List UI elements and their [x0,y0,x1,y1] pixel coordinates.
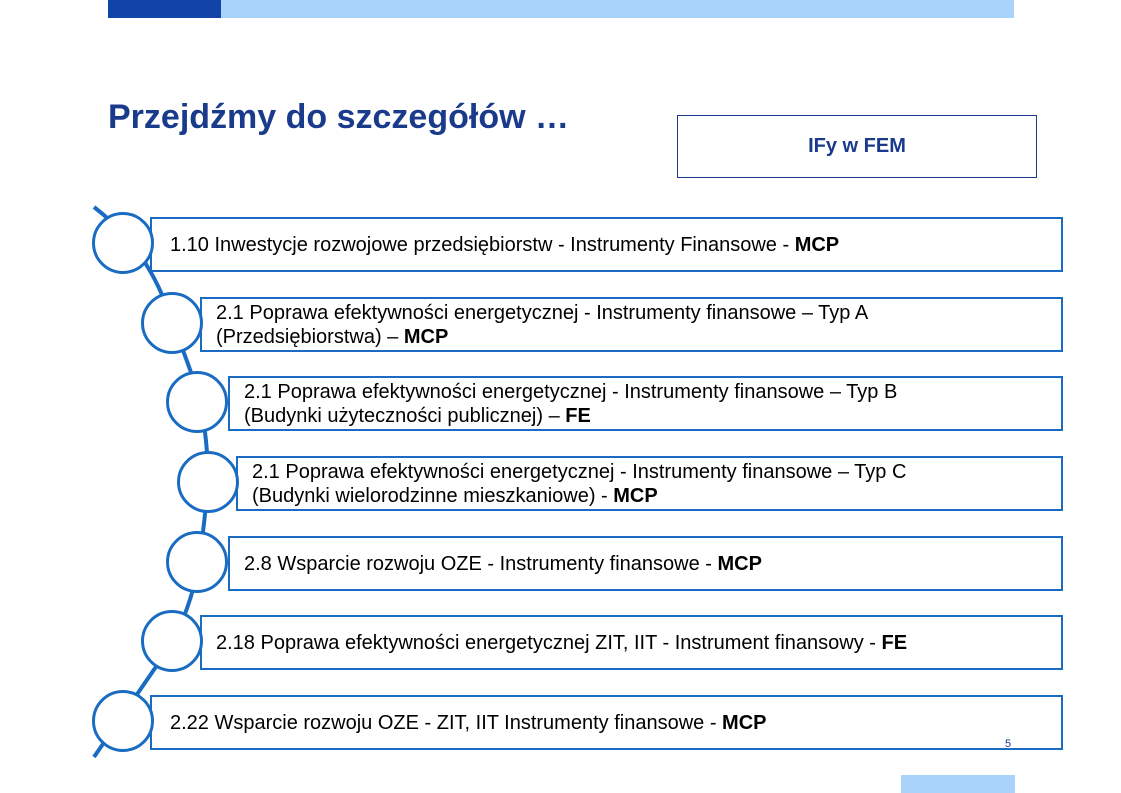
item-text: 2.1 Poprawa efektywności energetycznej - Instrumenty finansowe – Typ A (Przedsiębiorstwa) – MCP [216,301,869,348]
timeline-circle [92,690,154,752]
timeline-circle [177,451,239,513]
list-item [228,536,1063,591]
item-text: 2.1 Poprawa efektywności energetycznej - Instrumenty finansowe – Typ B (Budynki użyteczności publicznej) – FE [244,380,898,427]
timeline-circle [141,292,203,354]
timeline-circle [166,371,228,433]
ify-tag-box: IFy w FEM [677,115,1037,178]
timeline-circle [92,212,154,274]
bottom-accent-bar [901,775,1015,793]
item-text: 1.10 Inwestycje rozwojowe przedsiębiorstw - Instrumenty Finansowe - MCP [170,233,840,256]
list-item [236,456,1063,511]
list-item [200,297,1063,352]
page-number: 5 [1005,738,1012,750]
item-text: 2.8 Wsparcie rozwoju OZE - Instrumenty finansowe - MCP [244,552,762,575]
item-text: 2.22 Wsparcie rozwoju OZE - ZIT, IIT Instrumenty finansowe - MCP [170,711,767,734]
item-text: 2.18 Poprawa efektywności energetycznej ZIT, IIT - Instrument finansowy - FE [216,631,908,654]
list-item [150,217,1063,272]
list-item [228,376,1063,431]
list-item [200,615,1063,670]
slide-title: Przejdźmy do szczegółów … [108,98,569,136]
timeline-circle [141,610,203,672]
timeline-circle [166,531,228,593]
list-item [150,695,1063,750]
item-text: 2.1 Poprawa efektywności energetycznej - Instrumenty finansowe – Typ C (Budynki wielorodzinne mieszkaniowe) - MCP [252,460,907,507]
